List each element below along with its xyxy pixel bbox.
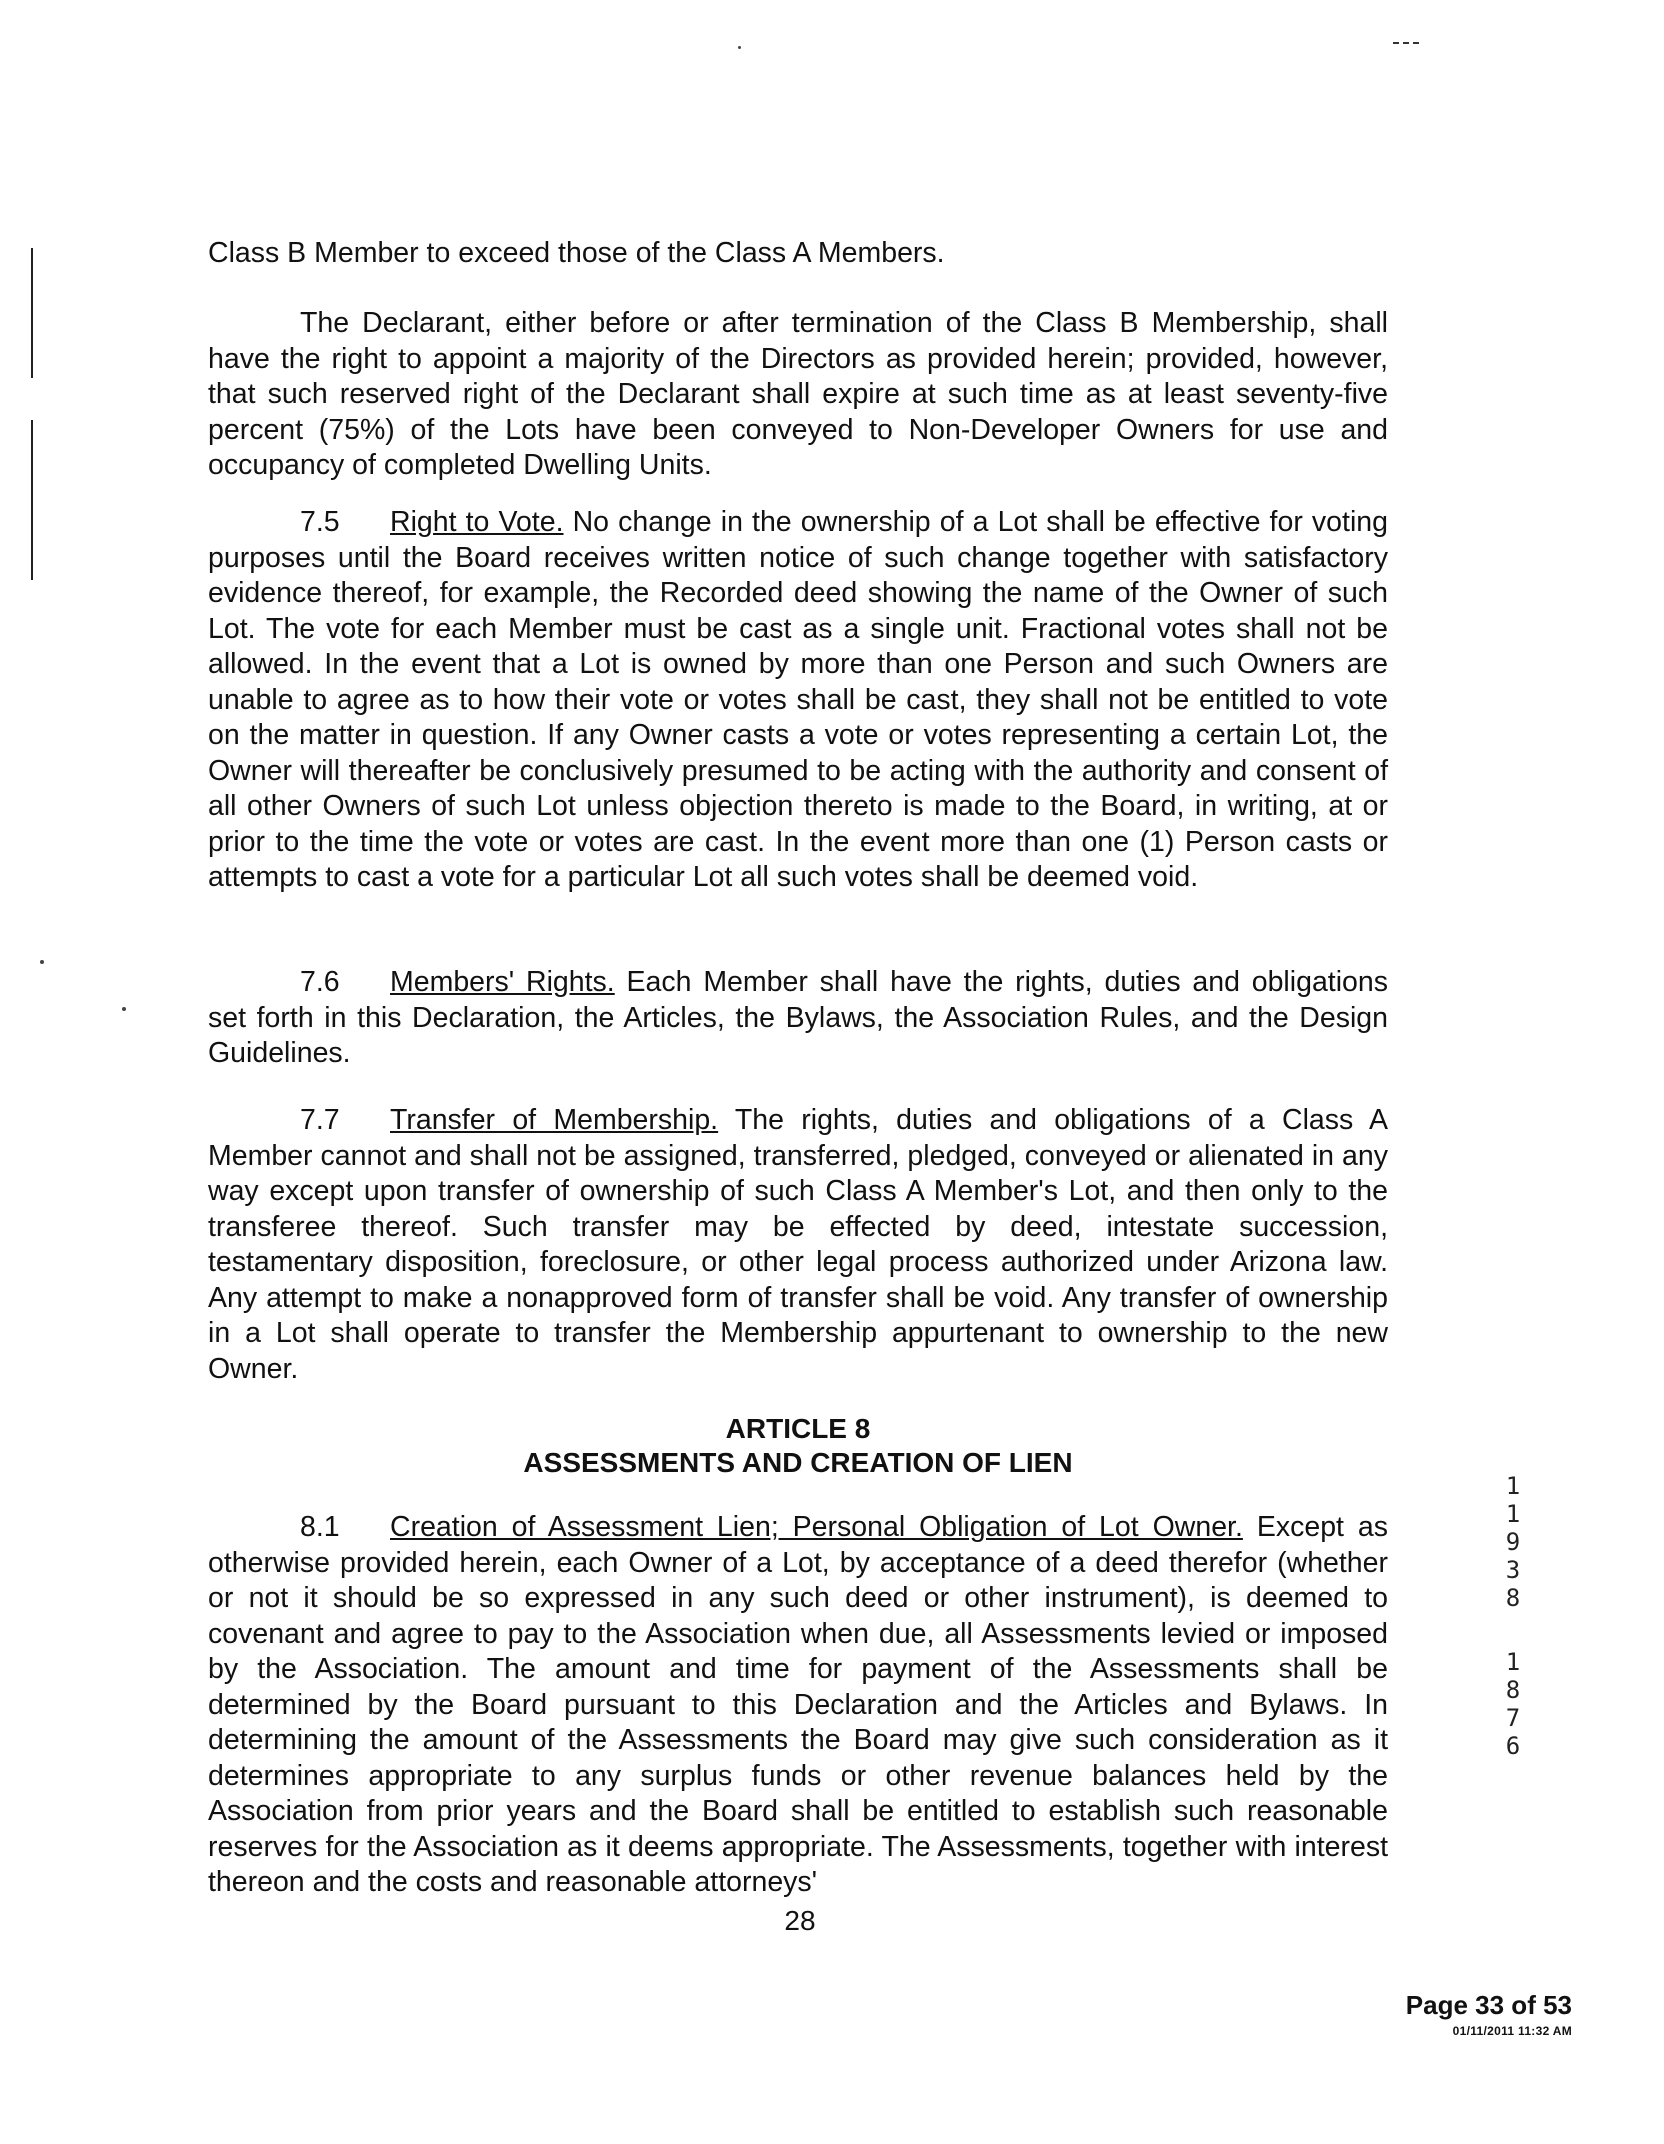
footer-timestamp: 01/11/2011 11:32 AM [1452, 2024, 1572, 2038]
stamp-digit: 3 [1505, 1556, 1521, 1584]
section-number: 7.5 [300, 506, 340, 538]
section-7-7 [208, 1103, 1388, 1387]
scan-mark [1393, 42, 1419, 44]
stamp-digit: 9 [1505, 1528, 1521, 1556]
section-8-1 [208, 1510, 1388, 1901]
page-number: 28 [784, 1905, 816, 1936]
scan-speck [738, 46, 741, 49]
footer-page-count: Page 33 of 53 [1405, 1990, 1572, 2020]
section-number: 7.7 [300, 1104, 340, 1136]
section-title: Members' Rights. [390, 966, 615, 998]
section-title: Transfer of Membership. [390, 1104, 719, 1136]
margin-revision-bar [31, 420, 33, 580]
section-7-5 [208, 505, 1388, 896]
section-text: Except as otherwise provided herein, each Owner of a Lot, by acceptance of a deed therefor (whether or not it should be so expressed in any such deed or other instrument), is deemed to covenant and agree to pay to the Association when due, all Assessments levied or imposed by the Association. The amount and time for payment of the Assessments shall be determined by the Board pursuant to this Declaration and the Articles and Bylaws. In determining the amount of the Assessments the Board may give such consideration as it determines appropriate to any surplus funds or other revenue balances held by the Association from prior years and the Board shall be entitled to establish such reasonable reserves for the Association as it deems appropriate. The Assessments, together with interest thereon and the costs and reasonable attorneys' [208, 1511, 1388, 1898]
declarant-paragraph: The Declarant, either before or after termination of the Class B Membership, shall have the right to appoint a majority of the Directors as provided herein; provided, however, that such reserved right of the Declarant shall expire at such time as at least seventy-five percent (75%) of the Lots have been conveyed to Non-Developer Owners for use and occupancy of completed Dwelling Units. [208, 307, 1388, 481]
scan-speck [40, 960, 44, 964]
section-number: 8.1 [300, 1511, 340, 1543]
stamp-digit: 1 [1505, 1472, 1521, 1500]
recording-stamp-top [1500, 1472, 1526, 1612]
article-number: ARTICLE 8 [725, 1413, 871, 1444]
margin-revision-bar [31, 248, 33, 378]
section-text: The rights, duties and obligations of a Class A Member cannot and shall not be assigned, transferred, pledged, conveyed or alienated in any way except upon transfer of ownership of such Class A Member's Lot, and then only to the transferee thereof. Such transfer may be effected by deed, intestate succession, testamentary disposition, foreclosure, or other legal process authorized under Arizona law. Any attempt to make a nonapproved form of transfer shall be void. Any transfer of ownership in a Lot shall operate to transfer the Membership appurtenant to ownership to the new Owner. [208, 1104, 1388, 1385]
section-text: No change in the ownership of a Lot shall be effective for voting purposes until the Board receives written notice of such change together with satisfactory evidence thereof, for example, the Recorded deed showing the name of the Owner of such Lot. The vote for each Member must be cast as a single unit. Fractional votes shall not be allowed. In the event that a Lot is owned by more than one Person and such Owners are unable to agree as to how their vote or votes shall be cast, they shall not be entitled to vote on the matter in question. If any Owner casts a vote or votes representing a certain Lot, the Owner will thereafter be conclusively presumed to be acting with the authority and consent of all other Owners of such Lot unless objection thereto is made to the Board, in writing, at or prior to the time the vote or votes are cast. In the event more than one (1) Person casts or attempts to cast a vote for a particular Lot all such votes shall be deemed void. [208, 506, 1388, 893]
stamp-digit: 8 [1505, 1584, 1521, 1612]
continuation-text: Class B Member to exceed those of the Class A Members. [208, 237, 945, 269]
article-title: ASSESSMENTS AND CREATION OF LIEN [523, 1447, 1073, 1478]
recording-stamp-bottom [1500, 1648, 1526, 1760]
scan-speck [122, 1007, 126, 1011]
section-number: 7.6 [300, 966, 340, 998]
section-title: Creation of Assessment Lien; Personal Obligation of Lot Owner. [390, 1511, 1243, 1543]
section-7-6 [208, 965, 1388, 1072]
stamp-digit: 7 [1505, 1704, 1521, 1732]
section-text: Each Member shall have the rights, duties and obligations set forth in this Declaration, the Articles, the Bylaws, the Association Rules, and the Design Guidelines. [208, 966, 1388, 1069]
stamp-digit: 1 [1505, 1500, 1521, 1528]
stamp-digit: 6 [1505, 1732, 1521, 1760]
stamp-digit: 8 [1505, 1676, 1521, 1704]
stamp-digit: 1 [1505, 1648, 1521, 1676]
section-title: Right to Vote. [390, 506, 564, 538]
